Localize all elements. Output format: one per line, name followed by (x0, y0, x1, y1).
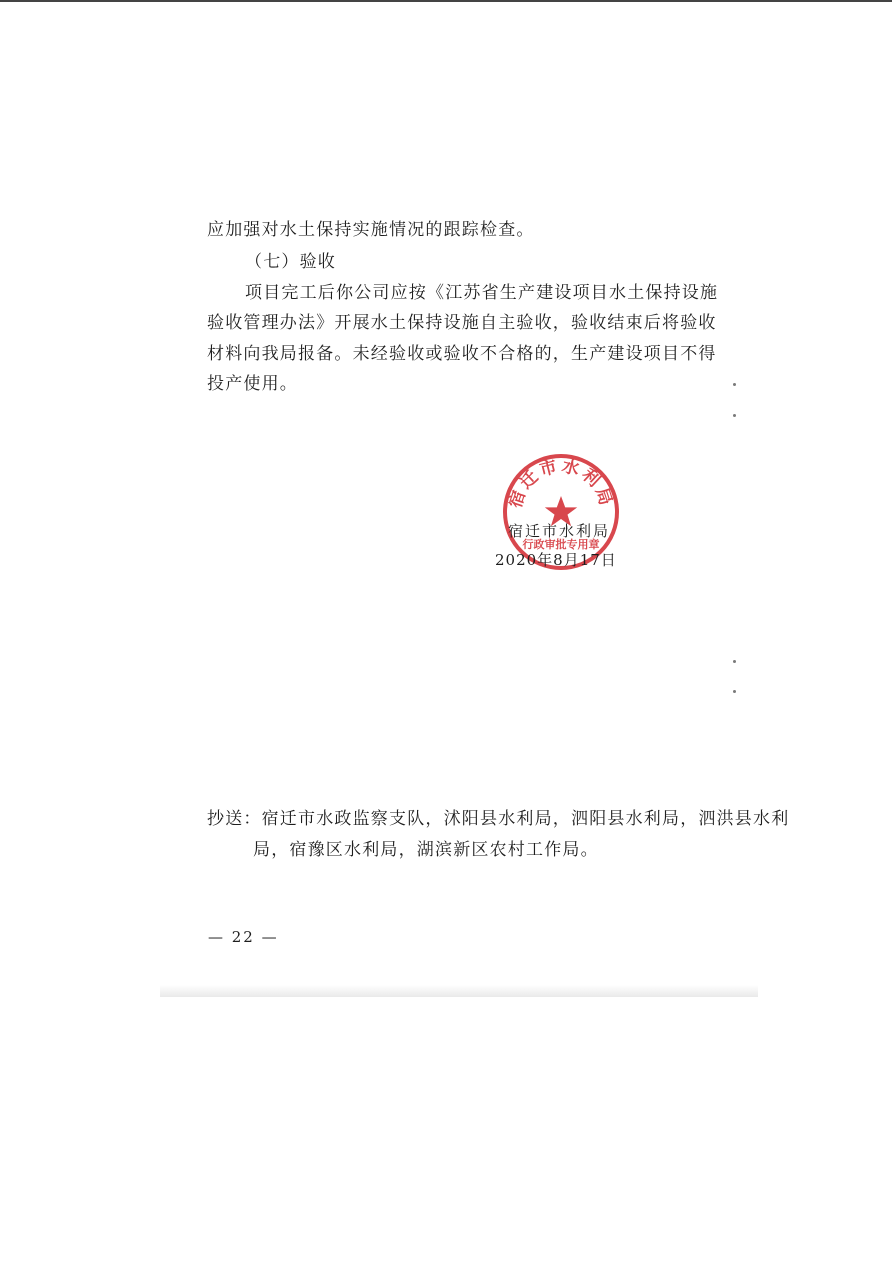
scan-speck (733, 690, 736, 693)
scan-speck (733, 414, 736, 417)
scan-page-edge (160, 985, 758, 997)
issue-date: 2020年8月17日 (495, 551, 617, 569)
cc-line-2: 局，宿豫区水利局，湖滨新区农村工作局。 (253, 840, 599, 860)
scan-top-edge (0, 0, 892, 2)
seal-ring-text: 宿迁市水利局 (505, 456, 617, 511)
seal-bottom-text: 行政审批专用章 (522, 538, 600, 551)
scan-speck (733, 660, 736, 663)
section-heading-acceptance: （七）验收 (245, 252, 336, 272)
body-line-1: 应加强对水土保持实施情况的跟踪检查。 (207, 220, 535, 240)
issuer-name: 宿迁市水利局 (508, 522, 611, 540)
body-paragraph-line-1: 项目完工后你公司应按《江苏省生产建设项目水土保持设施 (245, 283, 719, 303)
body-paragraph-line-3: 材料向我局报备。未经验收或验收不合格的，生产建设项目不得 (207, 344, 717, 364)
cc-line-1: 抄送：宿迁市水政监察支队，沭阳县水利局，泗阳县水利局，泗洪县水利 (207, 809, 790, 829)
page-number: — 22 — (208, 928, 279, 946)
body-paragraph-line-4: 投产使用。 (207, 374, 298, 394)
scan-speck (733, 383, 736, 386)
body-paragraph-line-2: 验收管理办法》开展水土保持设施自主验收，验收结束后将验收 (207, 313, 717, 333)
